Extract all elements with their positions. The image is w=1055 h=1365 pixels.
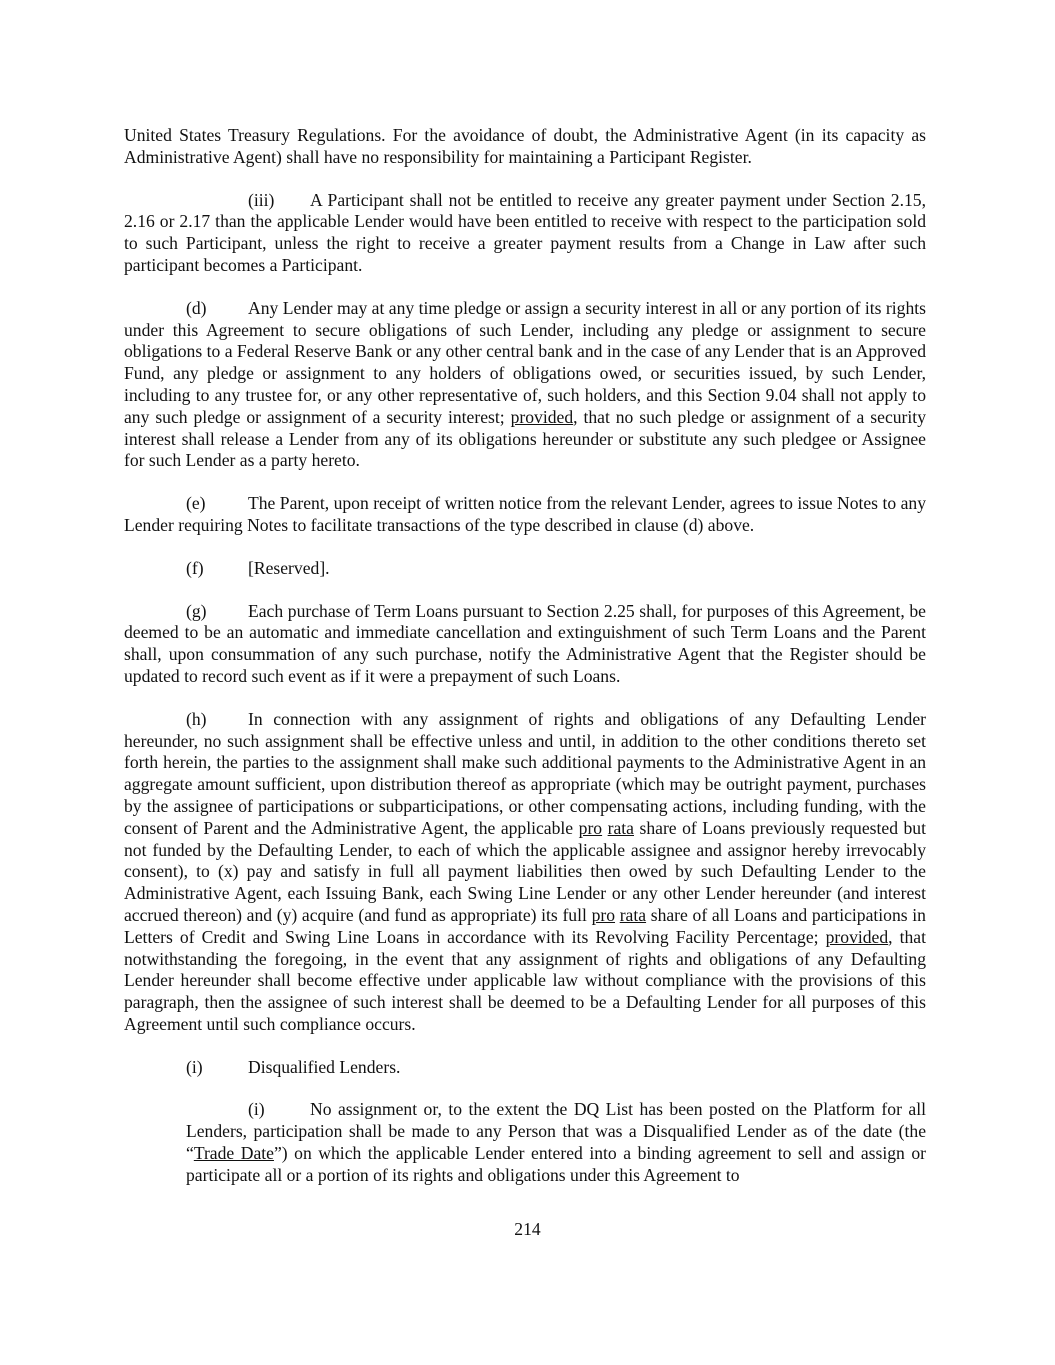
paragraph-i-i [186,1099,926,1186]
clause-text: , that no such pledge or assignment of a security interest shall release a Lender from any of its obligations hereunder or substitute any such pledgee or Assignee for such Lender as a party hereto. [124,406,926,471]
clause-label: (f) [186,557,204,578]
paragraph-g [124,601,926,688]
document-page [124,125,926,1187]
underlined-term: provided [510,406,574,427]
clause-label: (e) [186,493,206,514]
paragraph-d [124,298,926,472]
paragraph-i [124,1057,926,1079]
clause-text: A Participant shall not be entitled to receive any greater payment under Section 2.15, 2.16 or 2.17 than the applicable Lender would have been entitled to receive with respect to the participation sold to such Participant, unless the right to receive a greater payment results from a Change in Law after such participant becomes a Participant. [124,189,926,275]
clause-text: ”) on which the applicable Lender entered into a binding agreement to sell and assign or participate all or a portion of its rights and obligations under this Agreement to [186,1143,926,1185]
paragraph-iii [124,190,926,277]
underlined-term: pro [591,904,616,925]
underlined-term: provided [825,926,889,947]
clause-text: Each purchase of Term Loans pursuant to Section 2.25 shall, for purposes of this Agreement, be deemed to be an automatic and immediate cancellation and extinguishment of such Term Loans and the Parent shall, upon consummation of any such purchase, notify the Administrative Agent that the Register should be updated to record such event as if it were a prepayment of such Loans. [124,600,926,686]
underlined-term: rata [607,817,634,838]
clause-label: (d) [186,297,207,318]
clause-label: (h) [186,708,207,729]
clause-text: The Parent, upon receipt of written notice from the relevant Lender, agrees to issue Notes to any Lender requiring Notes to facilitate transactions of the type described in clause (d) above. [124,493,926,535]
underlined-term: Trade Date [193,1143,274,1164]
underlined-term: rata [619,904,647,925]
clause-label: (i) [248,1099,265,1120]
clause-text: share of all Loans and participations in Letters of Credit and Swing Line Loans in accordance with its Revolving Facility Percentage; [124,904,926,947]
clause-label: (g) [186,600,207,621]
clause-text: [Reserved]. [248,557,330,578]
clause-label: (iii) [248,189,275,210]
paragraph-e [124,493,926,537]
clause-heading: Disqualified Lenders. [248,1056,401,1077]
paragraph-h [124,709,926,1036]
paragraph-f [124,558,926,580]
clause-text: , that notwithstanding the foregoing, in the event that any assignment of rights and obligations of any Defaulting Lender hereunder shall become effective under applicable law without compliance with the provisions of this paragraph, then the assignee of such interest shall be deemed to be a Defaulting Lender for all purposes of this Agreement until such compliance occurs. [124,926,927,1034]
clause-label: (i) [186,1056,203,1077]
underlined-term: pro [578,817,603,838]
paragraph-continuation: United States Treasury Regulations. For the avoidance of doubt, the Administrative Agent (in its capacity as Administrative Agent) shall have no responsibility for maintaining a Participant Register. [124,125,926,167]
clause-text: No assignment or, to the extent the DQ List has been posted on the Platform for all Lenders, participation shall be made to any Person that was a Disqualified Lender as of the date (the “ [186,1099,926,1164]
clause-text: share of Loans previously requested but not funded by the Defaulting Lender, to each of which the applicable assignee and assignor hereby irrevocably consent), to (x) pay and satisfy in full all payment liabilities then owed by such Defaulting Lender to the Administrative Agent, each Issuing Bank, each Swing Line Lender or any other Lender hereunder (and interest accrued thereon) and (y) acquire (and fund as appropriate) its full [124,817,926,925]
page-number: 214 [514,1219,541,1239]
clause-text: In connection with any assignment of rights and obligations of any Defaulting Lender hereunder, no such assignment shall be effective unless and until, in addition to the other conditions thereto set forth herein, the parties to the assignment shall make such additional payments to the Administrative Agent in an aggregate amount sufficient, upon distribution thereof as appropriate (which may be outright payment, purchases by the assignee of participations or subparticipations, or other compensating actions, including funding, with the consent of Parent and the Administrative Agent, the applicable [124,708,926,838]
clause-text: Any Lender may at any time pledge or assign a security interest in all or any portion of its rights under this Agreement to secure obligations of such Lender, including any pledge or assignment to secure obligations to a Federal Reserve Bank or any other central bank and in the case of any Lender that is an Approved Fund, any pledge or assignment to any holders of obligations owed, or securities issued, by such Lender, including to any trustee for, or any other representative of, such holders, and this Section 9.04 shall not apply to any such pledge or assignment of a security interest; [124,297,926,427]
